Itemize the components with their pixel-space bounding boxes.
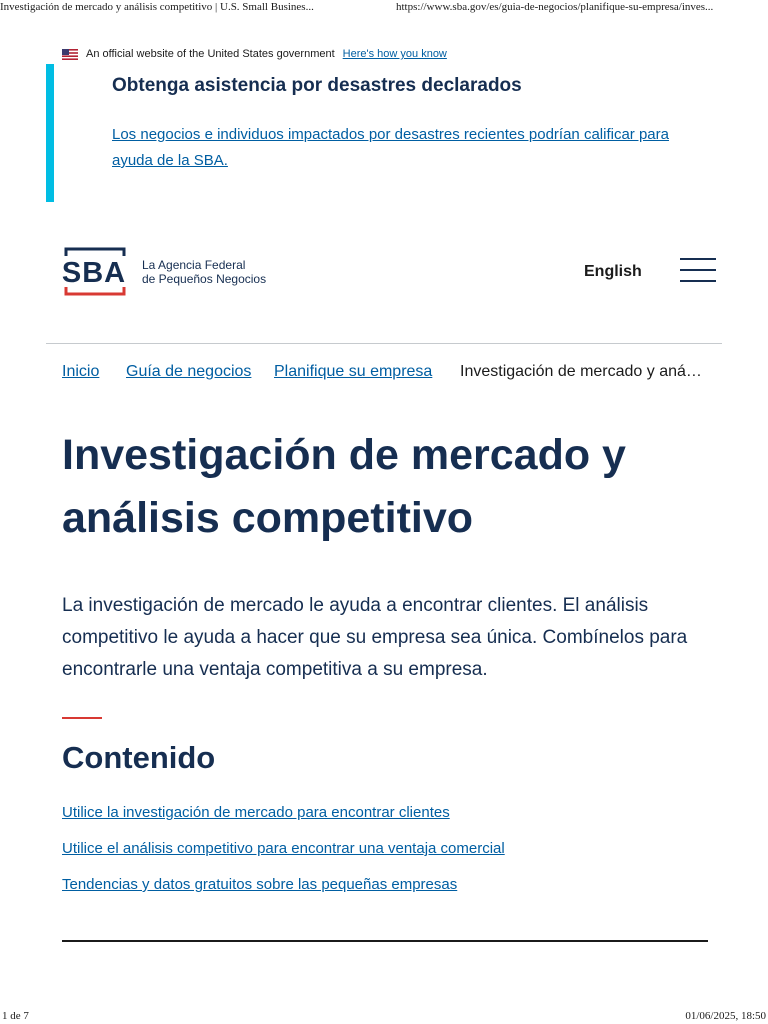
accent-rule xyxy=(62,717,102,719)
language-toggle[interactable]: English xyxy=(584,263,642,280)
gov-banner xyxy=(62,46,447,62)
list-item xyxy=(62,840,505,876)
print-header xyxy=(0,0,768,18)
disaster-alert xyxy=(46,64,706,202)
print-page-url: https://www.sba.gov/es/guia-de-negocios/planifique-su-empresa/inves... xyxy=(396,1,714,13)
toc-link-tendencias[interactable]: Tendencias y datos gratuitos sobre las pequeñas empresas xyxy=(62,876,458,893)
official-site-text: An official website of the United States government xyxy=(86,48,335,60)
breadcrumb-current: Investigación de mercado y aná… xyxy=(460,363,702,380)
page-number: 1 de 7 xyxy=(2,1010,29,1022)
hamburger-menu-icon[interactable] xyxy=(680,258,716,284)
agency-line-2: de Pequeños Negocios xyxy=(142,272,267,286)
alert-title: Obtenga asistencia por desastres declarados xyxy=(112,75,522,96)
breadcrumb-item-guia[interactable]: Guía de negocios xyxy=(126,363,252,380)
breadcrumb-item-planifique[interactable]: Planifique su empresa xyxy=(274,363,433,380)
lead-paragraph: La investigación de mercado le ayuda a encontrar clientes. El análisis competitivo le ayuda a hacer que su empresa sea única. Combínelos para encontrarle una ventaja competitiva a su empresa. xyxy=(62,595,688,680)
alert-link[interactable]: Los negocios e individuos impactados por desastres recientes podrían calificar para ayuda de la SBA. xyxy=(112,126,669,169)
agency-line-1: La Agencia Federal xyxy=(142,258,246,272)
list-item xyxy=(62,876,505,912)
page-title: Investigación de mercado y análisis competitivo xyxy=(62,431,626,542)
breadcrumb-item-inicio[interactable]: Inicio xyxy=(62,363,100,380)
us-flag-icon xyxy=(62,49,78,60)
agency-name xyxy=(142,258,266,286)
header-divider xyxy=(46,343,722,344)
toc-link-analisis[interactable]: Utilice el análisis competitivo para encontrar una ventaja comercial xyxy=(62,840,505,857)
print-datetime: 01/06/2025, 18:50 xyxy=(685,1010,766,1022)
toc-heading: Contenido xyxy=(62,740,216,775)
logo-text: SBA xyxy=(61,257,127,289)
sba-logo[interactable] xyxy=(60,246,128,298)
toc-list xyxy=(62,804,505,912)
print-footer xyxy=(0,1010,768,1024)
list-item xyxy=(62,804,505,840)
toc-link-investigacion[interactable]: Utilice la investigación de mercado para encontrar clientes xyxy=(62,804,450,821)
how-you-know-link[interactable]: Here's how you know xyxy=(342,48,447,60)
breadcrumb xyxy=(62,363,722,385)
print-page-title: Investigación de mercado y análisis competitivo | U.S. Small Busines... xyxy=(0,1,314,13)
section-divider xyxy=(62,940,708,942)
